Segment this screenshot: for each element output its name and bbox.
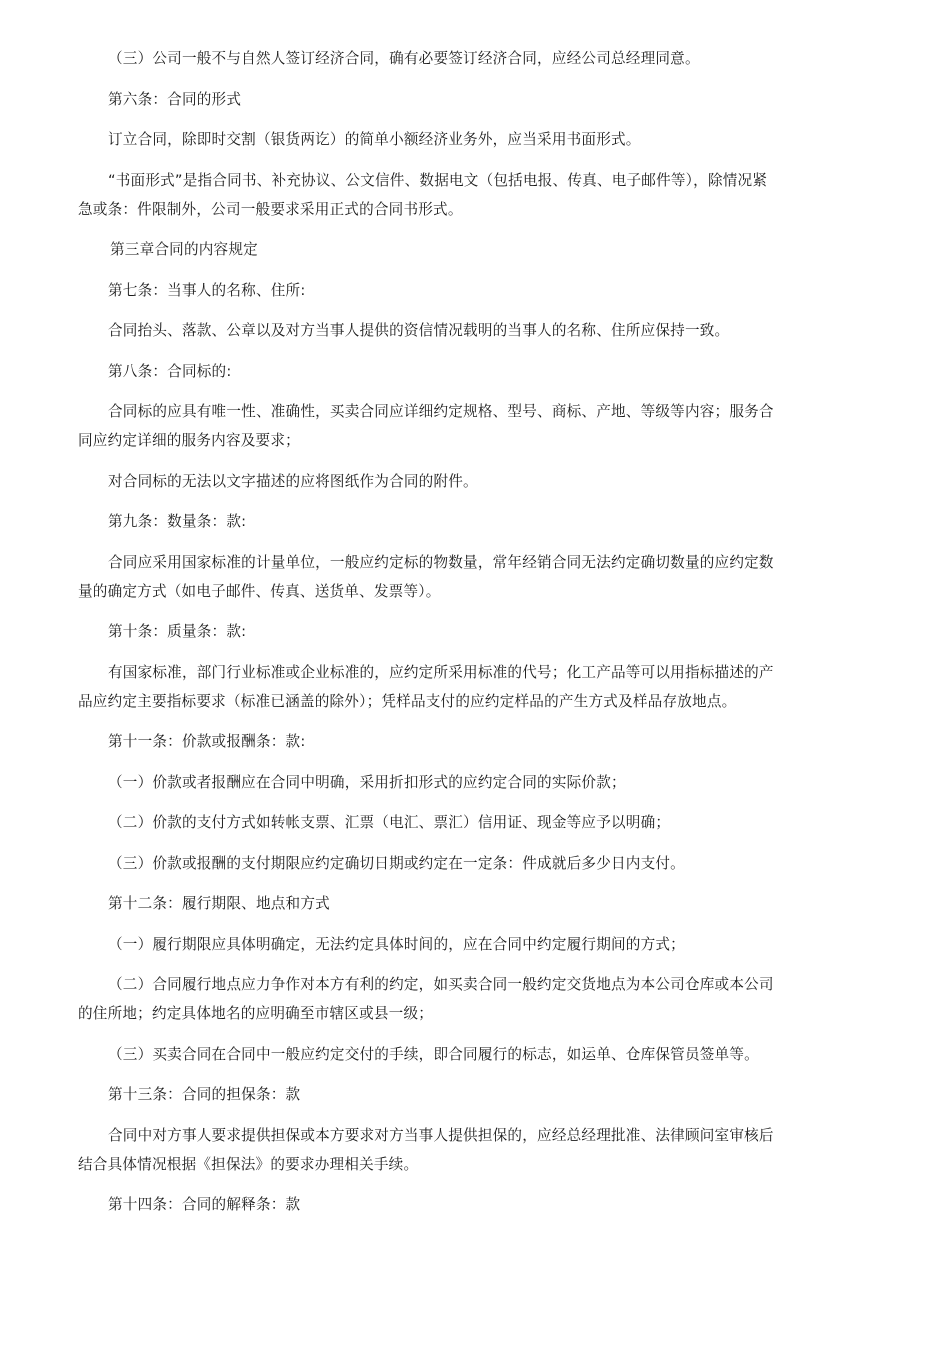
heading-article-7: 第七条：当事人的名称、住所: <box>108 281 306 299</box>
heading-article-11: 第十一条：价款或报酬条：款: <box>108 733 306 750</box>
paragraph-article-12-1: （一）履行期限应具体明确定，无法约定具体时间的，应在合同中约定履行期间的方式； <box>108 935 685 953</box>
heading-article-6: 第六条：合同的形式 <box>108 90 242 108</box>
paragraph-article-11-3: （三）价款或报酬的支付期限应约定确切日期或约定在一定条：件成就后多少日内支付。 <box>108 854 685 872</box>
paragraph-article-8-2: 对合同标的无法以文字描述的应将图纸作为合同的附件。 <box>108 472 478 490</box>
paragraph-article-13-1: 合同中对方事人要求提供担保或本方要求对方当事人提供担保的，应经总经理批准、法律顾问室审核后结合具体情况根据《担保法》的要求办理相关手续。 <box>78 1126 774 1173</box>
heading-article-12: 第十二条：履行期限、地点和方式 <box>108 895 330 912</box>
paragraph-article-12-2: （二）合同履行地点应力争作对本方有利的约定，如买卖合同一般约定交货地点为本公司仓库或本公司的住所地；约定具体地名的应明确至市辖区或县一级； <box>78 976 774 1022</box>
document-page <box>78 44 778 1231</box>
paragraph-article-11-2: （二）价款的支付方式如转帐支票、汇票（电汇、票汇）信用证、现金等应予以明确； <box>108 814 671 831</box>
paragraph-article-10-1: 有国家标准，部门行业标准或企业标准的，应约定所采用标准的代号；化工产品等可以用指标描述的产品应约定主要指标要求（标准已涵盖的除外）；凭样品支付的应约定样品的产生方式及样品存放地点。 <box>78 663 774 710</box>
heading-article-9: 第九条：数量条：款: <box>108 513 247 530</box>
heading-article-13: 第十三条：合同的担保条：款 <box>108 1086 301 1103</box>
paragraph-article-8-1: 合同标的应具有唯一性、准确性，买卖合同应详细约定规格、型号、商标、产地、等级等内容；服务合同应约定详细的服务内容及要求； <box>78 403 774 449</box>
heading-article-8: 第八条：合同标的: <box>108 362 232 380</box>
paragraph-article-6-1: 订立合同，除即时交割（银货两讫）的简单小额经济业务外，应当采用书面形式。 <box>108 131 641 148</box>
paragraph-article-9-1: 合同应采用国家标准的计量单位，一般应约定标的物数量，常年经销合同无法约定确切数量的应约定数量的确定方式（如电子邮件、传真、送货单、发票等）。 <box>78 553 774 600</box>
heading-article-14: 第十四条：合同的解释条：款 <box>108 1196 301 1213</box>
paragraph-article-6-2: “书面形式”是指合同书、补充协议、公文信件、数据电文（包括电报、传真、电子邮件等），除情况紧急或条：件限制外，公司一般要求采用正式的合同书形式。 <box>78 171 768 218</box>
paragraph-article-11-1: （一）价款或者报酬应在合同中明确，采用折扣形式的应约定合同的实际价款； <box>108 773 626 791</box>
paragraph-article-12-3: （三）买卖合同在合同中一般应约定交付的手续，即合同履行的标志，如运单、仓库保管员签单等。 <box>108 1045 759 1063</box>
heading-chapter-3: 第三章合同的内容规定 <box>110 241 258 258</box>
paragraph-article-7-1: 合同抬头、落款、公章以及对方当事人提供的资信情况载明的当事人的名称、住所应保持一致。 <box>108 322 730 339</box>
heading-article-10: 第十条：质量条：款: <box>108 623 247 640</box>
paragraph-clause-3-3: （三）公司一般不与自然人签订经济合同，确有必要签订经济合同，应经公司总经理同意。 <box>108 50 700 67</box>
